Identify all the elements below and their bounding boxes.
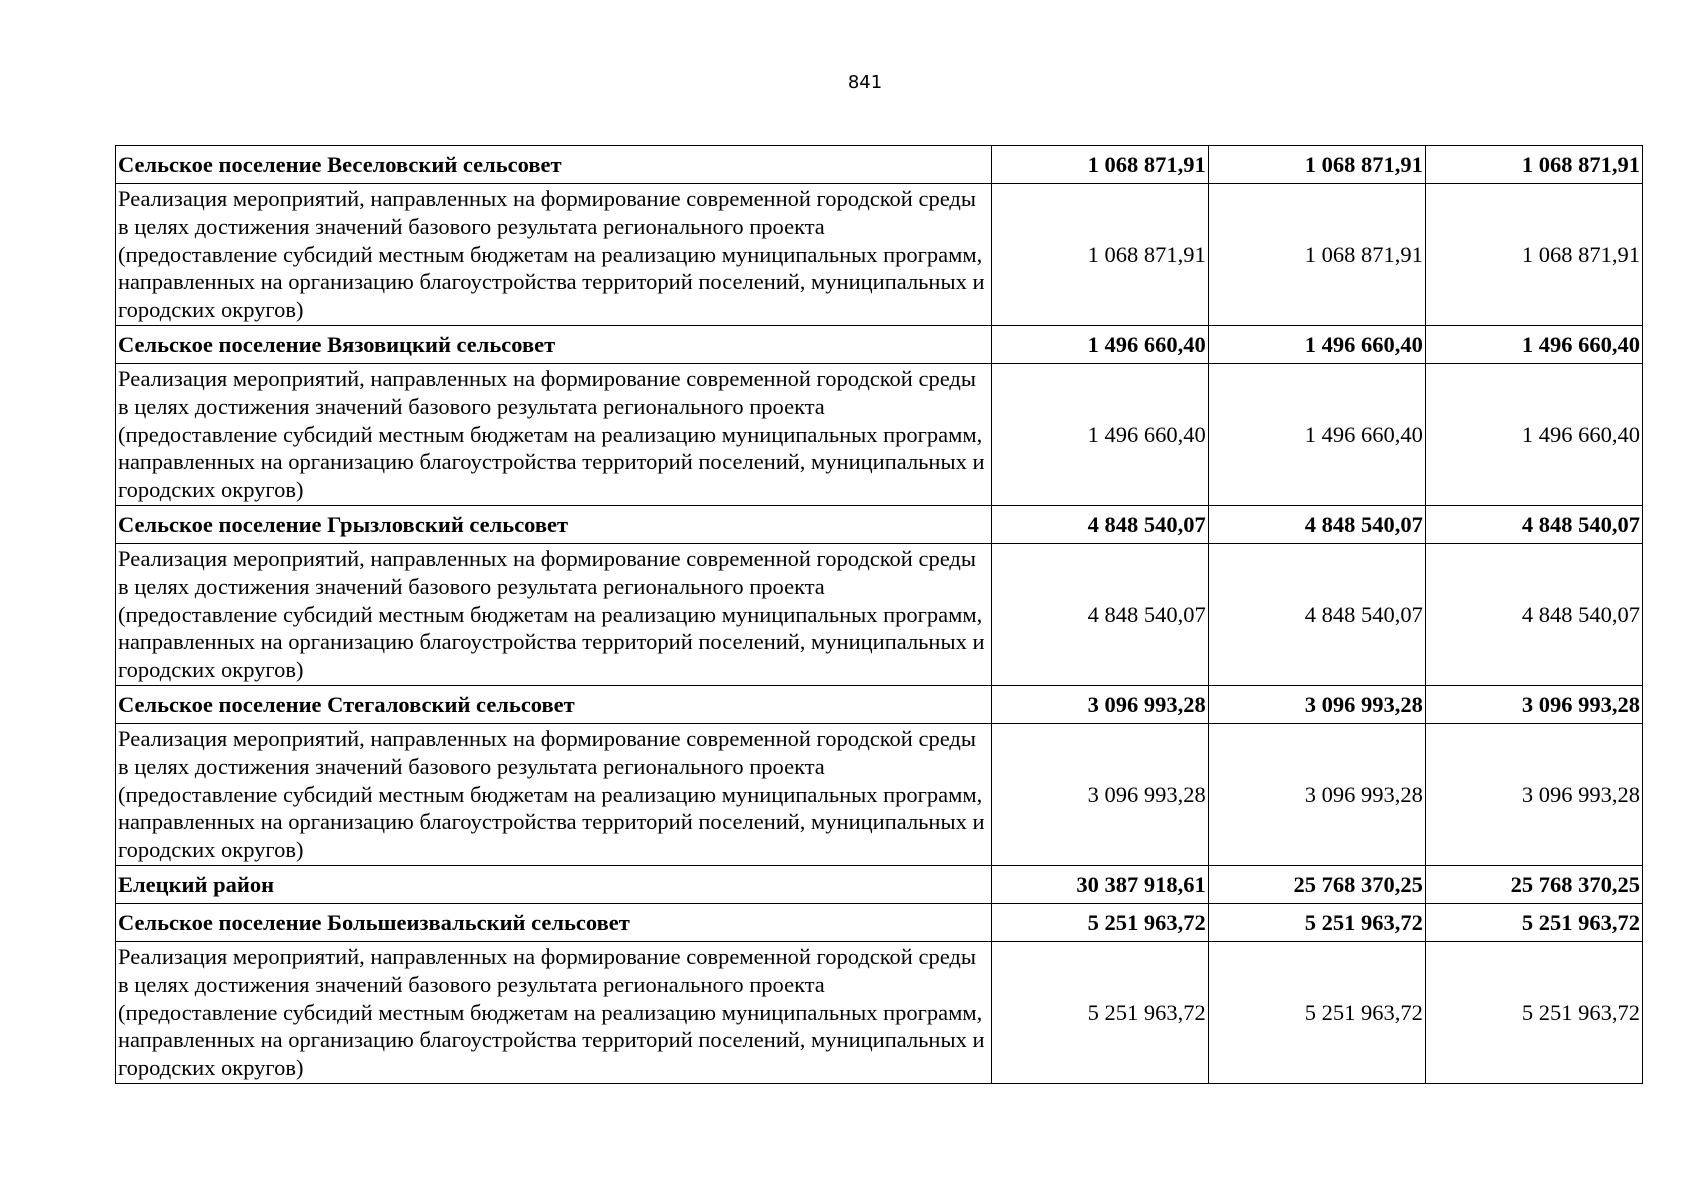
row-name: Реализация мероприятий, направленных на формирование современной городской среды в целях достижения значений базового результата регионального проекта (предоставление субсидий местным бюджетам на реализацию муниципальных программ, направленных на организацию благоустройства территорий поселений, муниципальных и городских округов) xyxy=(116,544,992,686)
row-value-3: 25 768 370,25 xyxy=(1425,866,1642,904)
row-value-2: 5 251 963,72 xyxy=(1208,942,1425,1084)
row-name: Сельское поселение Стегаловский сельсовет xyxy=(116,686,992,724)
table-row xyxy=(116,364,1643,506)
row-value-3: 4 848 540,07 xyxy=(1425,544,1642,686)
table-row xyxy=(116,724,1643,866)
row-value-3: 4 848 540,07 xyxy=(1425,506,1642,544)
row-value-3: 1 068 871,91 xyxy=(1425,184,1642,326)
row-value-1: 3 096 993,28 xyxy=(991,724,1208,866)
row-value-2: 5 251 963,72 xyxy=(1208,904,1425,942)
table-row xyxy=(116,904,1643,942)
row-value-2: 1 496 660,40 xyxy=(1208,326,1425,364)
row-value-1: 30 387 918,61 xyxy=(991,866,1208,904)
row-value-3: 1 068 871,91 xyxy=(1425,146,1642,184)
row-value-2: 1 068 871,91 xyxy=(1208,146,1425,184)
row-value-2: 25 768 370,25 xyxy=(1208,866,1425,904)
table-row xyxy=(116,146,1643,184)
row-value-1: 4 848 540,07 xyxy=(991,544,1208,686)
row-value-1: 5 251 963,72 xyxy=(991,942,1208,1084)
row-value-2: 1 496 660,40 xyxy=(1208,364,1425,506)
row-value-1: 5 251 963,72 xyxy=(991,904,1208,942)
row-name: Сельское поселение Большеизвальский сельсовет xyxy=(116,904,992,942)
row-value-2: 4 848 540,07 xyxy=(1208,544,1425,686)
row-name: Реализация мероприятий, направленных на формирование современной городской среды в целях достижения значений базового результата регионального проекта (предоставление субсидий местным бюджетам на реализацию муниципальных программ, направленных на организацию благоустройства территорий поселений, муниципальных и городских округов) xyxy=(116,364,992,506)
row-name: Реализация мероприятий, направленных на формирование современной городской среды в целях достижения значений базового результата регионального проекта (предоставление субсидий местным бюджетам на реализацию муниципальных программ, направленных на организацию благоустройства территорий поселений, муниципальных и городских округов) xyxy=(116,724,992,866)
row-value-3: 5 251 963,72 xyxy=(1425,942,1642,1084)
row-name: Реализация мероприятий, направленных на формирование современной городской среды в целях достижения значений базового результата регионального проекта (предоставление субсидий местным бюджетам на реализацию муниципальных программ, направленных на организацию благоустройства территорий поселений, муниципальных и городских округов) xyxy=(116,184,992,326)
table-row xyxy=(116,184,1643,326)
budget-table-body xyxy=(116,146,1643,1084)
page-number: 841 xyxy=(847,72,883,93)
table-row xyxy=(116,686,1643,724)
table-row xyxy=(116,866,1643,904)
row-value-3: 3 096 993,28 xyxy=(1425,724,1642,866)
row-value-1: 1 496 660,40 xyxy=(991,326,1208,364)
table-row xyxy=(116,326,1643,364)
row-value-1: 3 096 993,28 xyxy=(991,686,1208,724)
row-value-2: 3 096 993,28 xyxy=(1208,686,1425,724)
row-value-1: 1 496 660,40 xyxy=(991,364,1208,506)
table-row xyxy=(116,506,1643,544)
row-name: Реализация мероприятий, направленных на формирование современной городской среды в целях достижения значений базового результата регионального проекта (предоставление субсидий местным бюджетам на реализацию муниципальных программ, направленных на организацию благоустройства территорий поселений, муниципальных и городских округов) xyxy=(116,942,992,1084)
row-value-2: 1 068 871,91 xyxy=(1208,184,1425,326)
row-value-3: 1 496 660,40 xyxy=(1425,326,1642,364)
row-value-3: 5 251 963,72 xyxy=(1425,904,1642,942)
row-value-3: 3 096 993,28 xyxy=(1425,686,1642,724)
row-value-1: 1 068 871,91 xyxy=(991,184,1208,326)
row-name: Сельское поселение Грызловский сельсовет xyxy=(116,506,992,544)
row-value-2: 4 848 540,07 xyxy=(1208,506,1425,544)
row-name: Елецкий район xyxy=(116,866,992,904)
table-row xyxy=(116,942,1643,1084)
row-value-1: 4 848 540,07 xyxy=(991,506,1208,544)
row-value-3: 1 496 660,40 xyxy=(1425,364,1642,506)
row-name: Сельское поселение Веселовский сельсовет xyxy=(116,146,992,184)
budget-table xyxy=(115,145,1643,1084)
row-name: Сельское поселение Вязовицкий сельсовет xyxy=(116,326,992,364)
row-value-2: 3 096 993,28 xyxy=(1208,724,1425,866)
row-value-1: 1 068 871,91 xyxy=(991,146,1208,184)
table-row xyxy=(116,544,1643,686)
